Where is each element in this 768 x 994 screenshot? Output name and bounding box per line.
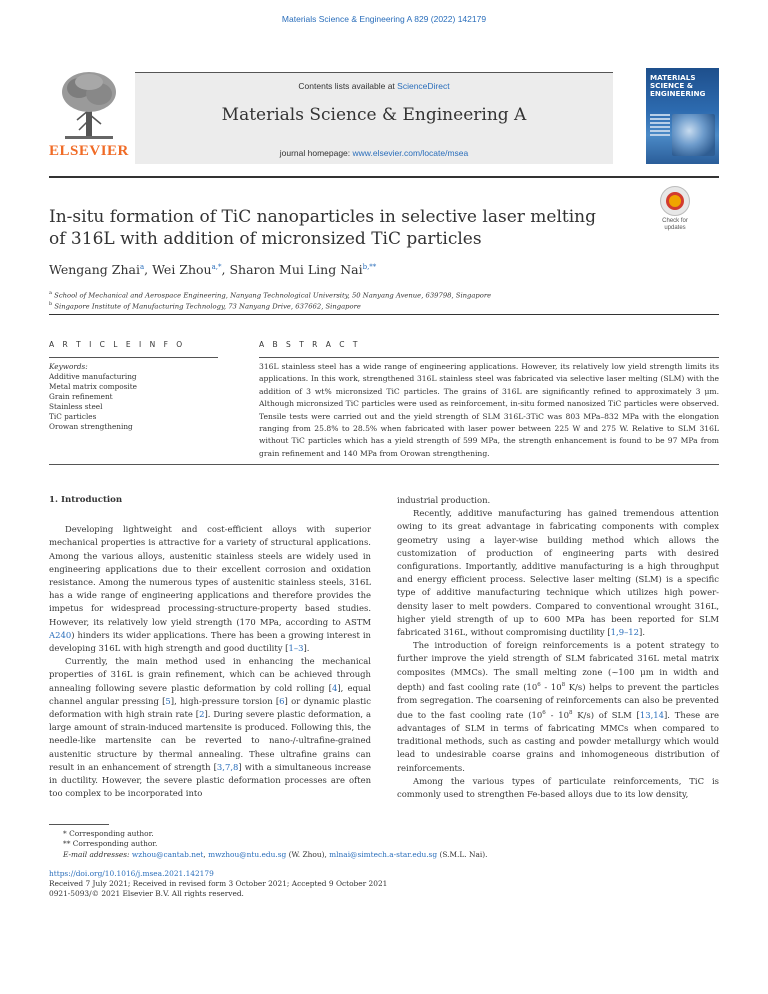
footnotes (49, 829, 719, 860)
keyword-item: Additive manufacturing (49, 372, 137, 381)
publisher-name: ELSEVIER (49, 143, 129, 159)
affiliation-text: Singapore Institute of Manufacturing Technology, 73 Nanyang Drive, 637662, Singapore (54, 302, 361, 311)
affiliation-b (49, 300, 719, 311)
text-run: ]. (639, 627, 646, 638)
footnote-mark: * (63, 829, 67, 838)
check-for-updates-button[interactable] (652, 186, 698, 232)
text-run: Currently, the main method used in enhancing the mechanical properties of 316L is grain refinement, which can be achieved through annealing following severe plastic deformation by cold rolling [ (49, 656, 371, 693)
email-owner: (W. Zhou), (286, 849, 330, 859)
footnote-2 (49, 839, 719, 849)
author-list (49, 262, 719, 277)
footnote-1 (49, 829, 719, 839)
check-updates-label (652, 218, 698, 232)
superscript: 6 (537, 681, 541, 688)
author-name[interactable]: Sharon Mui Ling Nai (229, 262, 363, 277)
text-run: The introduction of foreign reinforcements is a potent strategy to further improve the yield strength of SLM fabricated 316L metal matrix composites (MMCs). The small melting zone (~100 μm in width and depth) and fast cooling rate (10 (397, 640, 719, 692)
paragraph (49, 523, 371, 655)
abstract-heading: A B S T R A C T (259, 340, 361, 349)
affiliations (49, 289, 719, 312)
paragraph (397, 639, 719, 775)
body-column-right (397, 494, 719, 801)
copyright-line: 0921-5093/© 2021 Elsevier B.V. All rights reserved. (49, 889, 244, 899)
abstract-text: 316L stainless steel has a wide range of engineering applications. However, its relatively low yield strength limits its applications. In this work, strengthened 316L stainless steel was fabricated via selective laser melting (SLM) with the addition of 3 wt% micronsized TiC particles. The grains of 316L are significantly refined to approximately 3 μm. Although micronsized TiC particles were used as reinforcement, in-situ formed nanosized TiC particles were observed. Tensile tests were carried out and the yield strength of SLM 316L-3TiC was 803 MPa–832 MPa with the elongation ranging from 25.8% to 28.5% when fabricated with laser power between 225 W and 275 W. Relative to SLM 316L without TiC particles which has a yield strength of 599 MPa, the strength enhancement is found to be 97 MPa from grain refinement and 140 MPa from Orowan strengthening. (259, 362, 719, 458)
affiliation-sup: a (49, 290, 52, 296)
text-run: ) hinders its wider applications. There has been a growing interest in developing 316L with high strength and good ductility [ (49, 629, 371, 654)
journal-header (49, 68, 719, 170)
reference-link[interactable]: 1,9–12 (610, 627, 640, 638)
cover-decoration (650, 114, 670, 138)
footnote-mark: ** (63, 839, 71, 849)
reference-link[interactable]: 5 (165, 695, 171, 706)
email-footnote: E-mail addresses: wzhou@cantab.net, mwzhou@ntu.edu.sg (W. Zhou), mlnai@simtech.a-star.edu.sg (S.M.L. Nai). (63, 849, 488, 859)
author-sup[interactable]: b,** (362, 262, 377, 271)
affiliation-a (49, 289, 719, 300)
cover-image (672, 114, 715, 156)
reference-link[interactable]: 3,7,8 (216, 761, 239, 772)
sciencedirect-link[interactable]: ScienceDirect (397, 81, 450, 91)
homepage-line (135, 148, 613, 158)
article-info-divider (49, 357, 218, 358)
keyword-item: Orowan strengthening (49, 422, 133, 431)
text-run: Developing lightweight and cost-efficient alloys with superior mechanical properties is attractive for a variety of structural applications. Among the various alloys, austenitic stainless steels are widely used in engineering applications due to their excellent corrosion and oxidation resistance. Among the numerous types of austenitic stainless steels, 316L has a wide range of engineering applications and therefore provides the impetus for widespread processing-structure-property based studies. However, its relatively low yield strength (170 MPa, according to ASTM (49, 524, 371, 627)
reference-link[interactable]: 6 (279, 695, 285, 706)
author-sep: , (144, 262, 153, 277)
text-run: ]. These are advantages of SLM in terms of fabricating MMCs when compared to traditional methods, such as casting and powder metallurgy which would lead to undesirable coarse grains and inhomogeneous distribution of reinforcements. (397, 709, 719, 773)
keyword-item: Grain refinement (49, 392, 113, 401)
body-column-left (49, 494, 371, 800)
keyword-item: TiC particles (49, 412, 97, 421)
paragraph (397, 507, 719, 639)
paragraph (49, 655, 371, 800)
author-sup[interactable]: a,* (211, 262, 222, 271)
journal-banner (135, 72, 613, 164)
reference-link[interactable]: 13,14 (639, 709, 665, 720)
email-owner: (S.M.L. Nai). (437, 849, 488, 859)
reference-link[interactable]: 1–3 (288, 643, 304, 654)
superscript: 8 (568, 710, 573, 717)
text-run: - 10 (540, 681, 562, 692)
cover-title: MATERIALS SCIENCE & ENGINEERING (650, 73, 706, 98)
received-dates: Received 7 July 2021; Received in revised form 3 October 2021; Accepted 9 October 2021 (49, 879, 388, 889)
text-run: ] with a simultaneous increase in ductility. However, the severe plastic deformation processes are often too complex to be incorporated into (49, 761, 371, 799)
text-run: ]. (303, 643, 310, 654)
email-link[interactable]: mlnai@simtech.a-star.edu.sg (329, 849, 438, 859)
text-run: K/s) helps to prevent the particles from segregation. The coarsening of reinforcements can also be prevented due to the fast cooling rate (10 (397, 681, 719, 720)
email-link[interactable]: mwzhou@ntu.edu.sg (208, 849, 287, 859)
email-label: E-mail addresses: (63, 849, 130, 859)
section-heading-introduction: 1. Introduction (49, 495, 123, 505)
homepage-prefix: journal homepage: (279, 148, 353, 158)
paragraph: industrial production. (397, 495, 491, 505)
author-name[interactable]: Wengang Zhai (49, 262, 140, 277)
text-run: Recently, additive manufacturing has gained tremendous attention owing to its great advantage in fabricating components with complex geometry using a layer-wise building method which allows the customization of production of engineering parts with desired configurations. Importantly, additive manufacturing is a high throughput and energy efficient process. Selective laser melting (SLM) is a specific type of additive manufacturing technique which utilizes high power-density laser to melt powders. Compared to conventional wrought 316L, higher yield strength of up to 600 MPa has been reported for SLM fabricated 316L, without compromising ductility [ (397, 508, 719, 638)
abstract-bottom-divider (49, 464, 719, 465)
keywords-label: Keywords: (49, 362, 88, 371)
tree-icon (59, 70, 119, 142)
homepage-link[interactable]: www.elsevier.com/locate/msea (352, 148, 469, 158)
footnote-divider (49, 824, 109, 825)
check-updates-icon (660, 186, 690, 216)
article-title: In-situ formation of TiC nanoparticles in selective laser melting of 316L with addition of micronsized TiC particles (49, 207, 596, 249)
affiliation-text: School of Mechanical and Aerospace Engineering, Nanyang Technological University, 50 Nanyang Avenue, 639798, Singapore (54, 291, 492, 300)
header-divider (49, 176, 719, 178)
contents-line (135, 81, 613, 91)
email-link[interactable]: wzhou@cantab.net (131, 849, 204, 859)
text-run: ]. During severe plastic deformation, a large amount of strain-induced martensite is produced. Following this, the needle-like martensite can be reverted to nano-/-ultrafine-grained austenitic structure by thermal annealing. These ultrafine grains can result in an enhancement of strength [ (49, 709, 371, 772)
doi-link[interactable]: https://doi.org/10.1016/j.msea.2021.142179 (49, 869, 214, 878)
check-updates-line1: Check for (662, 218, 688, 224)
journal-cover[interactable] (646, 68, 719, 164)
superscript: 6 (542, 710, 546, 717)
reference-link[interactable]: 2 (199, 709, 205, 720)
reference-link[interactable]: 4 (331, 682, 338, 693)
article-info-heading: A R T I C L E I N F O (49, 340, 186, 349)
check-updates-line2: updates (664, 225, 686, 231)
footnote-text: Corresponding author. (72, 839, 158, 849)
author-sup[interactable]: a (139, 262, 145, 271)
text-run: - 10 (545, 709, 569, 720)
text-run: ] or dynamic plastic deformation with high strain rate [ (49, 695, 371, 720)
paragraph: Among the various types of particulate reinforcements, TiC is commonly used to strengthen Fe-based alloys due to its low density, (397, 775, 719, 800)
keywords-list (49, 362, 218, 432)
author-name[interactable]: Wei Zhou (152, 262, 212, 277)
superscript: 8 (561, 681, 566, 688)
abstract-divider (259, 357, 719, 358)
author-sep: , (221, 262, 230, 277)
journal-title: Materials Science & Engineering A (221, 105, 527, 125)
affiliation-sup: b (49, 301, 53, 308)
text-run: ], equal channel angular pressing [ (49, 682, 372, 706)
contents-prefix: Contents lists available at (298, 81, 398, 91)
reference-link[interactable]: A240 (49, 629, 72, 640)
publication-info (49, 869, 719, 900)
text-run: ], high-pressure torsion [ (170, 695, 280, 706)
journal-citation[interactable]: Materials Science & Engineering A 829 (2022) 142179 (281, 14, 487, 24)
elsevier-logo[interactable] (49, 68, 127, 164)
text-run: K/s) of SLM [ (572, 709, 640, 720)
footnote-text: Corresponding author. (69, 829, 154, 838)
keyword-item: Metal matrix composite (49, 382, 137, 391)
keyword-item: Stainless steel (49, 402, 103, 411)
affiliation-divider (49, 314, 719, 315)
